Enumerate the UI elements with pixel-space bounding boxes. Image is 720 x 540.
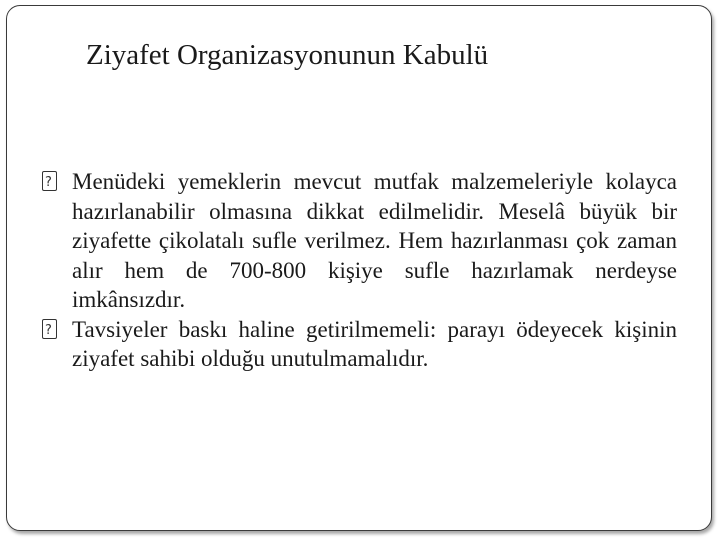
missing-glyph-box-icon [42, 171, 57, 191]
bullet-marker [40, 167, 72, 189]
slide-body [40, 167, 677, 374]
bullet-item [40, 315, 677, 374]
slide-frame [6, 5, 712, 531]
bullet-text: Tavsiyeler baskı haline getirilmemeli: parayı ödeyecek kişinin ziyafet sahibi olduğu unutulmamalıdır. [72, 316, 677, 371]
bullet-text: Menüdeki yemeklerin mevcut mutfak malzemeleriyle kolayca hazırlanabilir olmasına dikkat edilmelidir. Meselâ büyük bir ziyafette çikolatalı sufle verilmez. Hem hazırlanması çok zaman alır hem de 700-800 kişiye sufle hazırlamak nerdeyse imkânsızdır. [72, 169, 677, 312]
bullet-item [40, 167, 677, 315]
slide-title: Ziyafet Organizasyonunun Kabulü [86, 39, 489, 71]
bullet-marker [40, 315, 72, 337]
missing-glyph-box-icon [42, 319, 57, 339]
